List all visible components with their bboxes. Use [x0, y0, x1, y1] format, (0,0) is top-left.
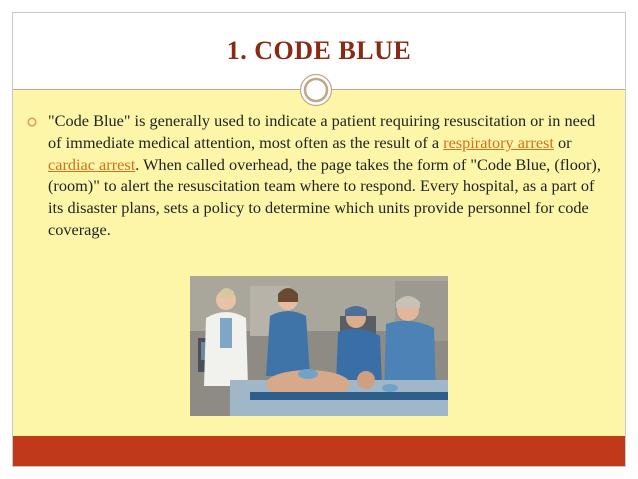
slide-title: 1. CODE BLUE — [226, 36, 412, 65]
bullet-circle-icon — [27, 117, 37, 127]
bullet-text-part-3: . When called overhead, the page takes the form of "Code Blue, (floor), (room)" to alert the resuscitation team where to respond. Every hospital, as a part of its disaster plans, sets a policy to determine which units provide personnel for code coverage. — [48, 154, 601, 239]
concentric-circle-ornament-icon — [299, 73, 333, 107]
slide — [12, 12, 626, 467]
footer-bar — [13, 436, 625, 466]
bullet-paragraph — [48, 110, 608, 241]
bullet-text-part-2: or — [553, 132, 572, 152]
bullet-text-part-1: "Code Blue" is generally used to indicate a patient requiring resuscitation or in need of immediate medical attention, most often as the result of a — [48, 111, 596, 152]
cardiac-arrest-link[interactable]: cardiac arrest — [48, 154, 136, 174]
content-area — [13, 90, 625, 438]
respiratory-arrest-link[interactable]: respiratory arrest — [443, 132, 554, 152]
medical-team-photo — [190, 276, 448, 416]
